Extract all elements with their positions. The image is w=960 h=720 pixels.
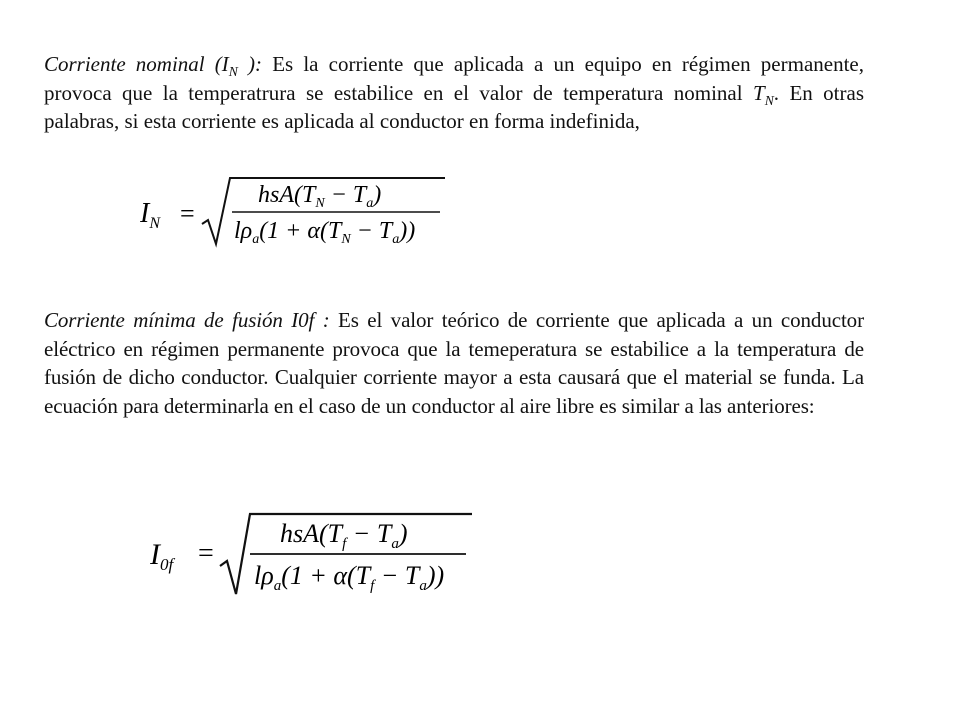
svg-text:I0f bbox=[150, 538, 176, 574]
temp-symbol: T bbox=[753, 80, 765, 105]
f1-equals: = bbox=[180, 199, 195, 228]
paragraph1-text-a: Es la corriente que aplicada a un equipo en régimen permanente, provoca que la temperatrura se estabilice en el valor de temperatura nominal bbox=[44, 52, 865, 105]
f1-num-end: ) bbox=[373, 182, 382, 208]
temp-subscript: N bbox=[764, 92, 774, 108]
f2-lhs-sub: 0f bbox=[160, 555, 174, 574]
f2-num-a: hsA(T bbox=[280, 519, 343, 548]
term-corriente-minima-fusion: Corriente mínima de fusión I0f : bbox=[44, 308, 330, 332]
f2-equals: = bbox=[198, 538, 214, 569]
paragraph-corriente-nominal bbox=[44, 50, 864, 136]
f2-den-b: (1 + α(T bbox=[281, 561, 371, 590]
svg-text:IN bbox=[140, 198, 161, 232]
f1-num-sub1: N bbox=[315, 196, 325, 211]
f2-denominator bbox=[254, 561, 444, 594]
term-name: Corriente nominal bbox=[44, 52, 205, 76]
f2-den-d: )) bbox=[426, 561, 445, 590]
f1-den-d: )) bbox=[399, 218, 416, 244]
f1-den-sub1: a bbox=[252, 232, 260, 247]
f2-den-sub2: f bbox=[370, 578, 375, 594]
f1-numerator bbox=[258, 182, 381, 211]
paragraph1-text-b: . En otras palabras, si esta corriente es aplicada al conductor en forma indefinida, bbox=[44, 80, 864, 133]
term-symbol: I bbox=[221, 52, 229, 76]
f2-den-a: lρ bbox=[254, 561, 274, 590]
f2-num-mid: − T bbox=[346, 519, 392, 548]
f2-num-sub2: a bbox=[391, 536, 399, 552]
f1-den-sub3: a bbox=[392, 232, 400, 247]
f2-lhs: I bbox=[150, 538, 160, 571]
paragraph2-text: Es el valor teórico de corriente que aplicada a un conductor eléctrico en régimen permanente provoca que la temeperatura se estabilice a la temperatura de fusión de dicho conductor. Cualquier corriente mayor a esta causará que el material se funda. La ecuación para determinarla en el caso de un conductor al aire libre es similar a las anteriores: bbox=[44, 308, 864, 418]
f2-den-sub1: a bbox=[273, 578, 282, 594]
f1-num-sub2: a bbox=[366, 196, 374, 211]
formula-corriente-nominal bbox=[140, 172, 460, 252]
f2-numerator bbox=[280, 519, 407, 552]
term-corriente-nominal: Corriente nominal ($I_N$ ): bbox=[44, 52, 263, 79]
f1-den-b: (1 + α(T bbox=[259, 218, 342, 244]
f2-den-c: − T bbox=[374, 561, 420, 590]
f2-num-sub1: f bbox=[342, 536, 347, 552]
term-subscript: N bbox=[228, 63, 238, 79]
f1-lhs-sub: N bbox=[149, 215, 160, 232]
f2-den-sub3: a bbox=[419, 578, 427, 594]
paragraph-corriente-minima-fusion bbox=[44, 306, 864, 420]
f1-num-a: hsA(T bbox=[258, 182, 316, 208]
f1-denominator bbox=[234, 218, 415, 247]
f1-num-mid: − T bbox=[324, 182, 367, 208]
f1-den-c: − T bbox=[350, 218, 393, 244]
f2-num-end: ) bbox=[398, 519, 408, 548]
f1-lhs: I bbox=[140, 198, 150, 229]
f1-den-a: lρ bbox=[234, 218, 253, 244]
formula-corriente-minima-fusion bbox=[150, 506, 490, 606]
f1-den-sub2: N bbox=[341, 232, 351, 247]
